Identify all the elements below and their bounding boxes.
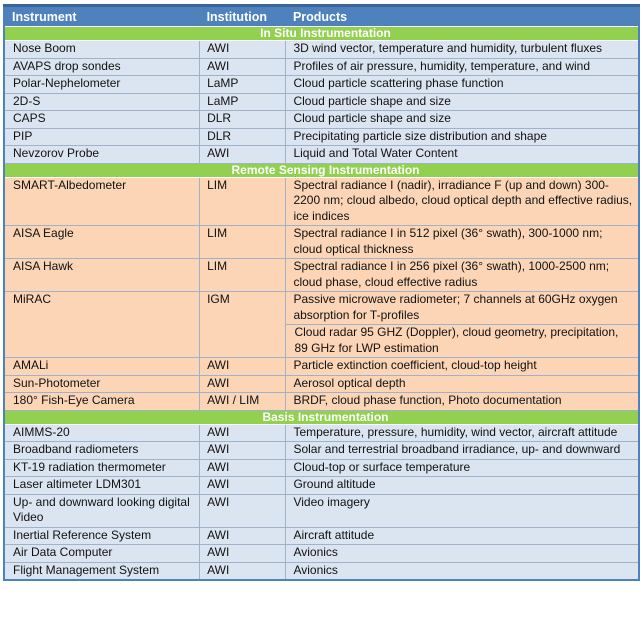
cell-products: Spectral radiance I in 256 pixel (36° swath), 1000-2500 nm; cloud phase, cloud effective radius (286, 259, 639, 292)
cell-institution: AWI (200, 562, 286, 580)
table-row (4, 494, 639, 527)
cell-products: Precipitating particle size distribution and shape (286, 128, 639, 146)
table-row (4, 226, 639, 259)
cell-instrument: Nevzorov Probe (4, 146, 200, 164)
cell-instrument: Nose Boom (4, 41, 200, 59)
cell-institution: LaMP (200, 93, 286, 111)
cell-products: Cloud particle shape and size (286, 93, 639, 111)
cell-institution: AWI (200, 459, 286, 477)
cell-instrument: KT-19 radiation thermometer (4, 459, 200, 477)
table-row (4, 177, 639, 226)
column-header-products: Products (286, 6, 639, 27)
table-row (4, 76, 639, 94)
cell-products: Avionics (286, 545, 639, 563)
section-header-row (4, 410, 639, 424)
column-header-institution: Institution (200, 6, 286, 27)
cell-products: Spectral radiance I (nadir), irradiance F (up and down) 300-2200 nm; cloud albedo, cloud optical depth and effective radius, ice indices (286, 177, 639, 226)
cell-products: Cloud particle shape and size (286, 111, 639, 129)
table-row (4, 93, 639, 111)
table-row (4, 292, 639, 325)
cell-instrument: CAPS (4, 111, 200, 129)
cell-institution: AWI (200, 358, 286, 376)
header-row (4, 6, 639, 27)
cell-products: Solar and terrestrial broadband irradiance, up- and downward (286, 442, 639, 460)
cell-institution: AWI (200, 527, 286, 545)
table-row (4, 393, 639, 411)
cell-instrument: SMART-Albedometer (4, 177, 200, 226)
section-title: Remote Sensing Instrumentation (4, 163, 639, 177)
cell-products: Avionics (286, 562, 639, 580)
cell-institution: DLR (200, 111, 286, 129)
cell-institution: AWI (200, 545, 286, 563)
section-header-row (4, 163, 639, 177)
cell-products: Particle extinction coefficient, cloud-top height (286, 358, 639, 376)
cell-products: Passive microwave radiometer; 7 channels at 60GHz oxygen absorption for T-profiles (286, 292, 639, 325)
cell-products: Cloud-top or surface temperature (286, 459, 639, 477)
cell-institution: AWI (200, 375, 286, 393)
cell-instrument: Flight Management System (4, 562, 200, 580)
cell-instrument: Sun-Photometer (4, 375, 200, 393)
cell-instrument: Polar-Nephelometer (4, 76, 200, 94)
section-title: Basis Instrumentation (4, 410, 639, 424)
cell-products: Cloud radar 95 GHZ (Doppler), cloud geometry, precipitation, 89 GHz for LWP estimation (286, 325, 639, 358)
cell-products: Spectral radiance I in 512 pixel (36° swath), 300-1000 nm; cloud optical thickness (286, 226, 639, 259)
table-row (4, 375, 639, 393)
table-row (4, 128, 639, 146)
table-header (4, 6, 639, 27)
cell-institution: AWI / LIM (200, 393, 286, 411)
cell-institution: LaMP (200, 76, 286, 94)
cell-instrument: Up- and downward looking digital Video (4, 494, 200, 527)
cell-institution: AWI (200, 146, 286, 164)
cell-institution: AWI (200, 424, 286, 442)
cell-institution: LIM (200, 177, 286, 226)
table-row (4, 442, 639, 460)
table-row (4, 259, 639, 292)
cell-products: BRDF, cloud phase function, Photo documentation (286, 393, 639, 411)
cell-instrument: MiRAC (4, 292, 200, 358)
column-header-instrument: Instrument (4, 6, 200, 27)
table-row (4, 41, 639, 59)
cell-instrument: 180° Fish-Eye Camera (4, 393, 200, 411)
table-row (4, 527, 639, 545)
table-row (4, 146, 639, 164)
cell-instrument: Air Data Computer (4, 545, 200, 563)
cell-institution: AWI (200, 477, 286, 495)
cell-instrument: Inertial Reference System (4, 527, 200, 545)
cell-institution: DLR (200, 128, 286, 146)
table-row (4, 477, 639, 495)
cell-institution: LIM (200, 259, 286, 292)
table-row (4, 358, 639, 376)
cell-institution: AWI (200, 442, 286, 460)
table-row (4, 58, 639, 76)
cell-institution: LIM (200, 226, 286, 259)
table-row (4, 424, 639, 442)
cell-products: Aircraft attitude (286, 527, 639, 545)
cell-instrument: AISA Hawk (4, 259, 200, 292)
cell-products: Aerosol optical depth (286, 375, 639, 393)
cell-products: Ground altitude (286, 477, 639, 495)
table-row (4, 562, 639, 580)
section-title: In Situ Instrumentation (4, 27, 639, 41)
cell-products: 3D wind vector, temperature and humidity, turbulent fluxes (286, 41, 639, 59)
table-body (4, 27, 639, 581)
cell-instrument: 2D-S (4, 93, 200, 111)
cell-instrument: Laser altimeter LDM301 (4, 477, 200, 495)
instrumentation-table (3, 4, 640, 581)
cell-instrument: PIP (4, 128, 200, 146)
cell-products: Liquid and Total Water Content (286, 146, 639, 164)
cell-institution: AWI (200, 41, 286, 59)
cell-instrument: AMALi (4, 358, 200, 376)
table-row (4, 459, 639, 477)
table-row (4, 111, 639, 129)
cell-instrument: AVAPS drop sondes (4, 58, 200, 76)
cell-institution: IGM (200, 292, 286, 358)
cell-products: Video imagery (286, 494, 639, 527)
section-header-row (4, 27, 639, 41)
cell-products: Temperature, pressure, humidity, wind vector, aircraft attitude (286, 424, 639, 442)
cell-products: Cloud particle scattering phase function (286, 76, 639, 94)
cell-institution: AWI (200, 58, 286, 76)
cell-instrument: AISA Eagle (4, 226, 200, 259)
cell-institution: AWI (200, 494, 286, 527)
cell-products: Profiles of air pressure, humidity, temperature, and wind (286, 58, 639, 76)
table-row (4, 545, 639, 563)
cell-instrument: Broadband radiometers (4, 442, 200, 460)
cell-instrument: AIMMS-20 (4, 424, 200, 442)
